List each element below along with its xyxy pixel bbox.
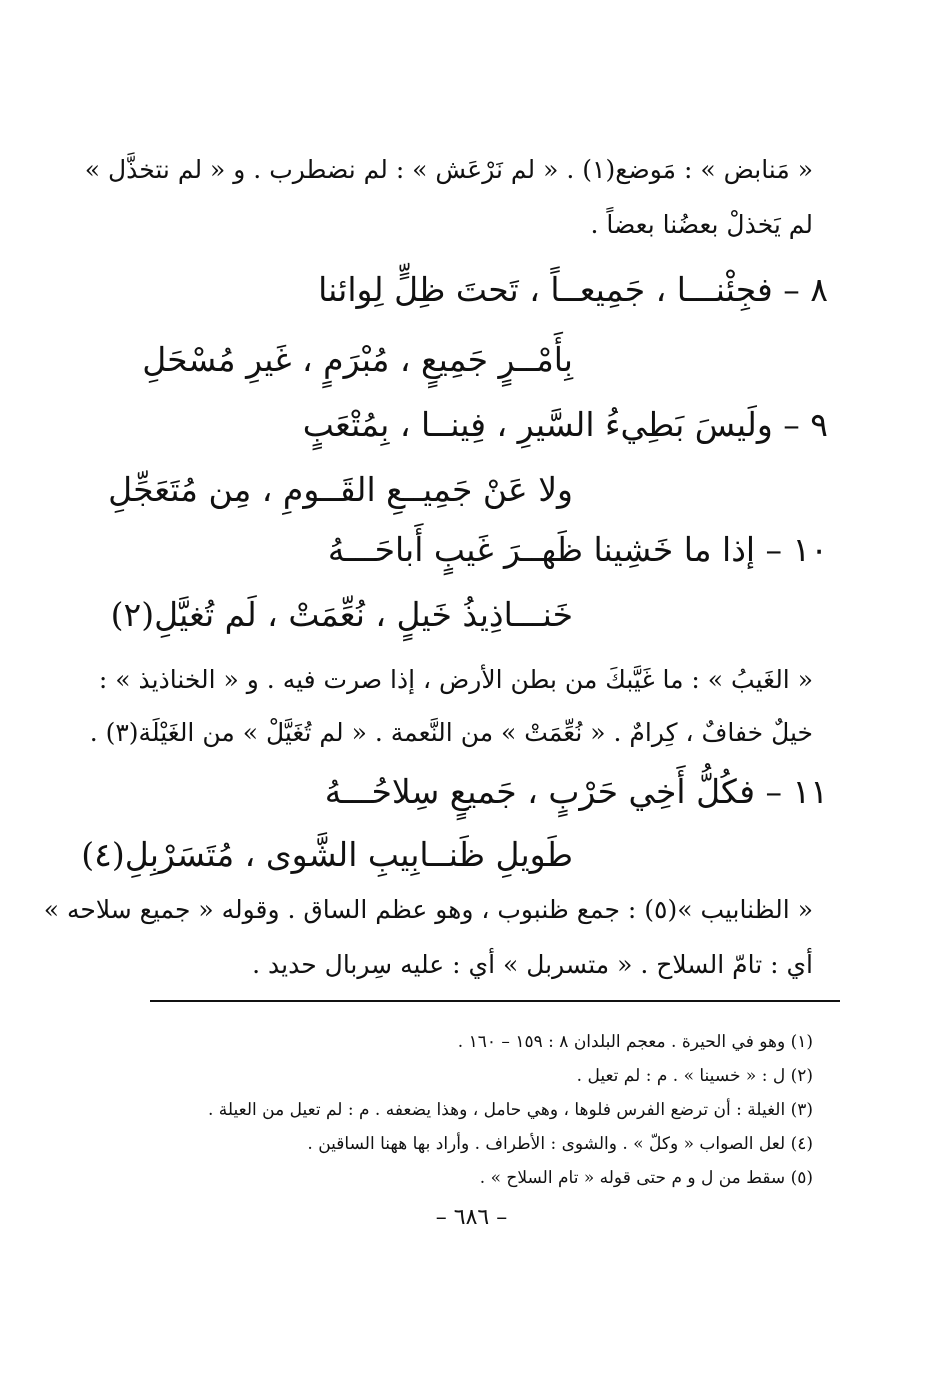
footnote: (٥) سقط من ل و م حتى قوله « تام السلاح » .: [479, 1168, 813, 1188]
commentary-line: أي : تامّ السلاح . « متسربل » أي : عليه سِربال حديد .: [252, 950, 813, 979]
commentary-line: « الغَيبُ » : ما غَيَّبكَ من بطن الأرض ، إذا صرت فيه . و « الخناذيذ » :: [98, 665, 813, 694]
commentary-line: « الظنابيب »(٥) : جمع ظنبوب ، وهو عظم الساق . وقوله « جميع سلاحه »: [43, 895, 813, 924]
footnote: (٤) لعل الصواب « وكلّ » . والشوى : الأطراف . وأراد بها ههنا الساقين .: [307, 1134, 813, 1154]
footnote-separator: [150, 1000, 840, 1002]
verse-first-hemistich: ١١ – فكُلُّ أَخِي حَرْبٍ ، جَميعٍ سِلاحُـــهُ: [324, 772, 828, 811]
commentary-line: خيلٌ خفافٌ ، كِرامٌ . « نُعِّمَتْ » من النَّعمة . « لم تُغَيَّلْ » من الغَيْلَة(٣) .: [89, 718, 813, 747]
page-number: – ٦٨٦ –: [435, 1205, 508, 1230]
footnotes: [208, 1025, 813, 1195]
verse-first-hemistich: ١٠ – إذا ما خَشِينا ظَهــرَ غَيبٍ أَباحَـــهُ: [327, 530, 828, 569]
verse-first-hemistich: ٨ – فجِئْنـــا ، جَمِيعــاً ، تَحتَ ظِلٍّ لِوائنا: [318, 270, 828, 309]
footnote: (٢) ل : « خسينا » . م : لم تعيل .: [576, 1066, 813, 1086]
footnote: (٣) الغيلة : أن ترضع الفرس فلوها ، وهي حامل ، وهذا يضعفه . م : لم تعيل من العيلة .: [207, 1100, 813, 1120]
commentary-line: لم يَخذلْ بعضُنا بعضاً .: [590, 210, 813, 239]
verse-second-hemistich: خَنـــاذِيذُ خَيلٍ ، نُعِّمَتْ ، لَم تُغيَّلِ(٢): [110, 595, 573, 634]
verse-second-hemistich: ولا عَنْ جَمِيــعِ القَــومِ ، مِن مُتَعَجِّلِ: [108, 470, 573, 509]
verse-second-hemistich: طَويلِ ظَنــابِيبِ الشَّوى ، مُتَسَرْبِلِ(٤): [81, 835, 573, 874]
verse-first-hemistich: ٩ – ولَيسَ بَطِيءُ السَّيرِ ، فِينــا ، بِمُتْعَبٍ: [302, 405, 828, 444]
footnote: (١) وهو في الحيرة . معجم البلدان ٨ : ١٥٩ – ١٦٠ .: [457, 1032, 813, 1052]
verse-second-hemistich: بِأَمْــرٍ جَمِيعٍ ، مُبْرَمٍ ، غَيرِ مُسْحَلِ: [142, 340, 573, 379]
commentary-line: « مَنابض » : مَوضع(١) . « لم نَرْعَش » : لم نضطرب . و « لم نتخذَّل »: [84, 155, 813, 184]
